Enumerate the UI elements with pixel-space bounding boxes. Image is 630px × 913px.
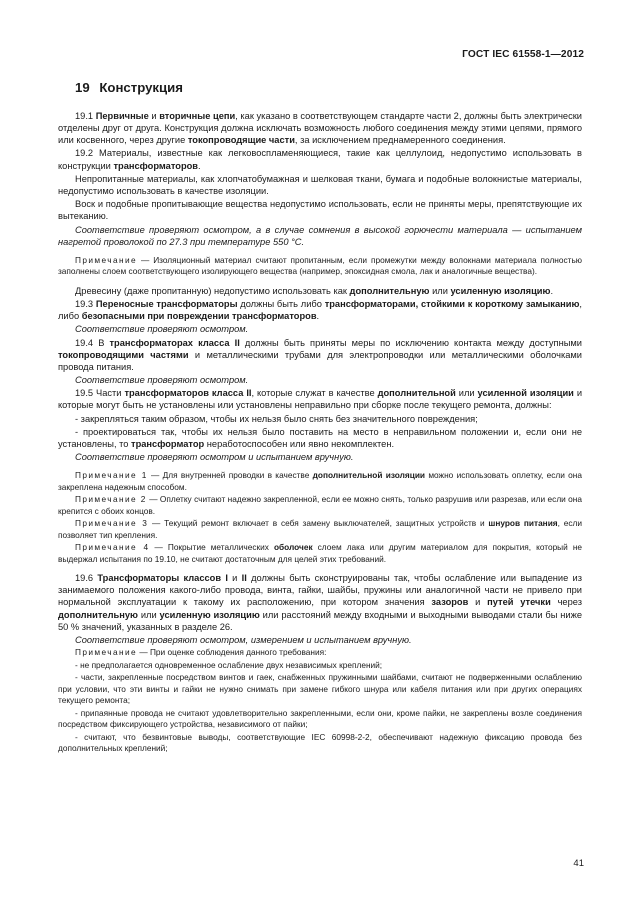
paragraph-wood: Древесину (даже пропитанную) недопустимо использовать как дополнительную или усиленную изоляцию. <box>75 285 554 296</box>
note-list-item-2: - части, закрепленные посредством винтов и гаек, снабженных пружинными шайбами, считают не подверженными ослаблению при условии, что эти винты и гайки не нужно снимать при замене гибкого шнура или кабеля питания или при других операциях текущего ремонта; <box>58 672 582 706</box>
page-number: 41 <box>573 858 584 869</box>
compliance-19-6: Соответствие проверяют осмотром, измерением и испытанием вручную. <box>75 634 412 645</box>
compliance-19-2: Соответствие проверяют осмотром, а в случае сомнения в высокой горючести материала — испытанием нагретой проволокой по 27.3 при температуре 550 °С. <box>58 224 582 247</box>
clause-19-3: 19.3 Переносные трансформаторы должны быть либо трансформаторами, стойкими к короткому замыканию, либо безопасными при повреждении трансформаторов. <box>58 298 582 321</box>
note-1: Примечание 1 — Для внутренней проводки в качестве дополнительной изоляции можно использовать оплетку, если она закреплена надежным способом. <box>58 470 582 492</box>
clause-19-1: 19.1 Первичные и вторичные цепи, как указано в соответствующем стандарте части 2, должны быть электрически отделены друг от друга. Конструкция должна исключать возможность любого соединения между этими цепями, прямого или косвенного, через другие токопроводящие части, за исключением преднамеренного соединения. <box>58 111 583 146</box>
compliance-19-4: Соответствие проверяют осмотром. <box>75 375 249 385</box>
section-number: 19 <box>75 80 90 95</box>
paragraph-wax: Воск и подобные пропитывающие вещества недопустимо использовать, если не приняты меры, препятствующие их вытеканию. <box>58 199 582 222</box>
standard-designation: ГОСТ IEC 61558-1—2012 <box>462 49 584 60</box>
section-title: Конструкция <box>99 80 183 95</box>
note-3: Примечание 3 — Текущий ремонт включает в себя замену выключателей, защитных устройств и шнуров питания, если позволяет тип крепления. <box>58 518 582 540</box>
note-19-2: Примечание — Изоляционный материал считают пропитанным, если промежутки между волокнами материала полностью заполнены слоем соответствующего изолирующего вещества (например, эпоксидная смола, лак и аналогичные вещества). <box>58 254 582 277</box>
note-4: Примечание 4 — Покрытие металлических оболочек слоем лака или другим материалом для покрытия, который не выдержал испытания по 19.10, не считают достаточным для целей этих требований. <box>58 542 583 564</box>
list-item-fix: - закрепляться таким образом, чтобы их нельзя было снять без значительного повреждения; <box>75 413 478 424</box>
compliance-19-3: Соответствие проверяют осмотром. <box>75 324 249 335</box>
note-list-item-4: - считают, что безвинтовые выводы, соответствующие IEC 60998-2-2, обеспечивают надежную фиксацию провода без дополнительных креплений; <box>58 731 582 754</box>
body-text <box>58 110 582 756</box>
paragraph-unimpregnated: Непропитанные материалы, как хлопчатобумажная и шелковая ткани, бумага и подобные волокнистые материалы, недопустимо использовать в качестве изоляции. <box>58 173 582 196</box>
section-heading <box>75 80 183 95</box>
note-list-item-1: - не предполагается одновременное ослабление двух независимых креплений; <box>75 659 383 670</box>
compliance-19-5: Соответствие проверяют осмотром и испытанием вручную. <box>75 452 354 463</box>
clause-19-5: 19.5 Части трансформаторов класса II, которые служат в качестве дополнительной или усиленной изоляции и которые могут быть не установлены или установлены неправильно при сборке после текущего ремонта, должны: <box>58 388 583 411</box>
list-item-design: - проектироваться так, чтобы их нельзя было поставить на место в неправильном положении и, если они не установлены, то трансформатор неработоспособен или явно некомплектен. <box>58 426 582 450</box>
clause-19-6: 19.6 Трансформаторы классов I и II должны быть сконструированы так, чтобы ослабление или выпадение из занимаемого положения какого-либо провода, винта, гайки, шайбы, пружины или аналогичной части не привело при нормальной эксплуатации к такому их расположению, при котором значения зазоров и путей утечки через дополнительную или усиленную изоляцию или расстояний между входными и выходными выводами стали бы ниже 50 % значений, указанных в разделе 26. <box>58 573 583 632</box>
note-2: Примечание 2 — Оплетку считают надежно закрепленной, если ее можно снять, только разрушив или разрезав, или если она крепится с обоих концов. <box>58 494 582 516</box>
note-list-item-3: - припаянные провода не считают удовлетворительно закрепленными, если они, кроме пайки, не закреплены возле соединения посредством фиксирующего устройства, независимого от пайки; <box>58 707 582 730</box>
note-19-6: Примечание — При оценке соблюдения данного требования: <box>75 647 327 658</box>
clause-19-4: 19.4 В трансформаторах класса II должны быть приняты меры по исключению контакта между доступными токопроводящими частями и металлическими трубами для электропроводки или металлическими оболочками провода питания. <box>58 337 582 372</box>
clause-19-2: 19.2 Материалы, известные как легковоспламеняющиеся, такие как целлулоид, недопустимо использовать в конструкции трансформаторов. <box>58 148 582 171</box>
